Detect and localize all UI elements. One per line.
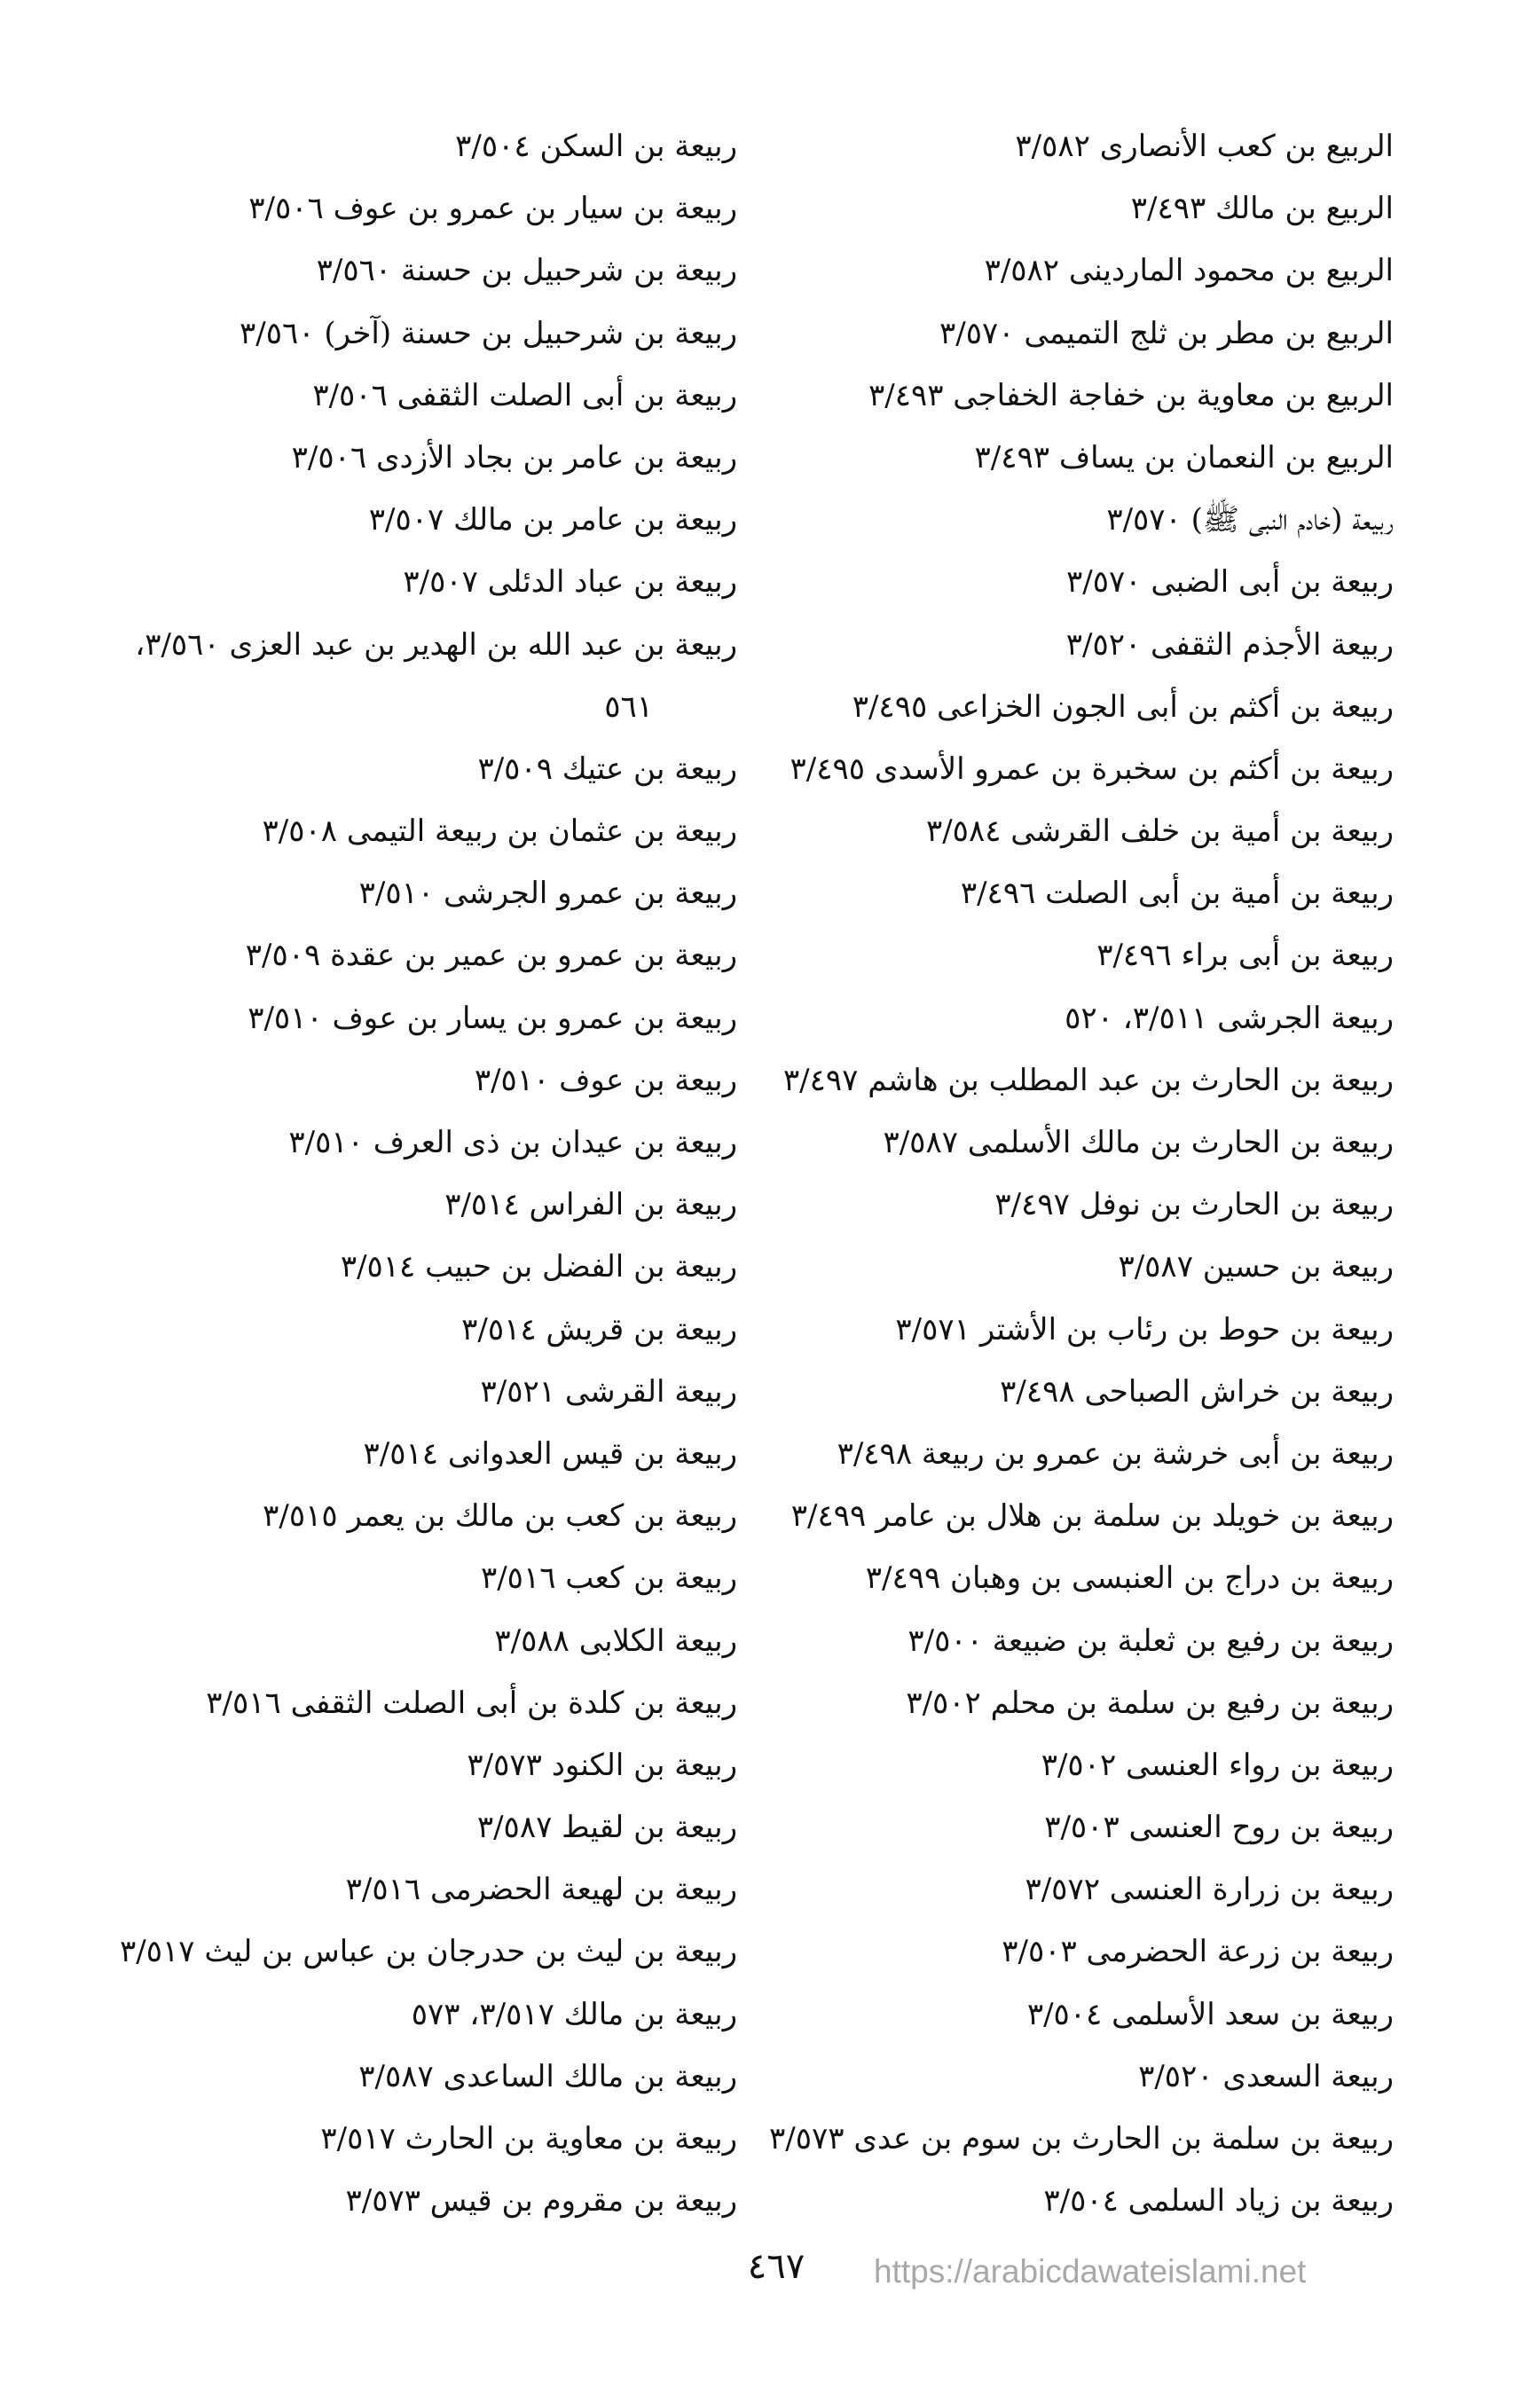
index-entry: ربيعة بن سعد الأسلمى ٣/٥٠٤ — [1026, 1996, 1394, 2032]
index-entry: ربيعة بن لهيعة الحضرمى ٣/٥١٦ — [345, 1872, 737, 1908]
index-entry: ربيعة بن عامر بن بجاد الأزدى ٣/٥٠٦ — [291, 439, 737, 475]
watermark-url: https://arabicdawateislami.net — [874, 2253, 1307, 2290]
index-entry: ربيعة بن أبى براء ٣/٤٩٦ — [1096, 938, 1394, 974]
index-entry: ربيعة بن عمرو الجرشى ٣/٥١٠ — [358, 876, 737, 912]
index-entry: ربيعة بن الحارث بن مالك الأسلمى ٣/٥٨٧ — [883, 1125, 1394, 1160]
index-entry: ربيعة بن الحارث بن عبد المطلب بن هاشم ٣/٤٩٧ — [782, 1062, 1394, 1098]
index-entry: الربيع بن محمود الماردينى ٣/٥٨٢ — [984, 253, 1394, 289]
page-number: ٤٦٧ — [747, 2246, 805, 2287]
index-entry: ربيعة بن سيار بن عمرو بن عوف ٣/٥٠٦ — [248, 191, 737, 227]
index-entry: ربيعة بن الحارث بن نوفل ٣/٤٩٧ — [994, 1187, 1394, 1223]
index-entry: الربيع بن مالك ٣/٤٩٣ — [1130, 191, 1394, 227]
index-entry: ربيعة بن أمية بن أبى الصلت ٣/٤٩٦ — [960, 876, 1394, 912]
index-entry: ربيعة السعدى ٣/٥٢٠ — [1138, 2058, 1394, 2094]
index-entry: ربيعة بن شرحبيل بن حسنة ٣/٥٦٠ — [316, 253, 737, 289]
index-entry: ربيعة الأجذم الثقفى ٣/٥٢٠ — [1065, 626, 1394, 663]
index-entry: ربيعة بن أمية بن خلف القرشى ٣/٥٨٤ — [925, 813, 1394, 850]
index-entry: ربيعة بن أكثم بن أبى الجون الخزاعى ٣/٤٩٥ — [852, 688, 1394, 725]
index-entry: ربيعة بن رواء العنسى ٣/٥٠٢ — [1041, 1747, 1394, 1783]
index-entry: ربيعة بن مالك الساعدى ٣/٥٨٧ — [358, 2058, 737, 2094]
index-entry: ربيعة بن مالك ٣/٥١٧، ٥٧٣ — [411, 1996, 737, 2032]
index-entry: الربيع بن مطر بن ثلج التميمى ٣/٥٧٠ — [939, 315, 1394, 351]
index-entry: ربيعة (خادم النبى ﷺ) ٣/٥٧٠ — [1106, 502, 1394, 538]
index-entry: ربيعة بن أبى خرشة بن عمرو بن ربيعة ٣/٤٩٨ — [837, 1435, 1394, 1472]
index-entry: ربيعة بن قريش ٣/٥١٤ — [461, 1311, 737, 1347]
index-entry: ربيعة بن أبى الضبى ٣/٥٧٠ — [1066, 564, 1394, 601]
index-entry: الربيع بن النعمان بن يساف ٣/٤٩٣ — [974, 439, 1394, 475]
index-entry: ربيعة بن زياد السلمى ٣/٥٠٤ — [1043, 2183, 1394, 2219]
index-entry: ربيعة بن عامر بن مالك ٣/٥٠٧ — [368, 502, 737, 538]
index-entry: ربيعة بن عبد الله بن الهدير بن عبد العزى ٣/٥٦٠، — [135, 626, 737, 663]
index-entry: الربيع بن كعب الأنصارى ٣/٥٨٢ — [1015, 129, 1394, 164]
index-entry: ربيعة بن خويلد بن سلمة بن هلال بن عامر ٣/٤٩٩ — [790, 1498, 1394, 1535]
index-entry: ربيعة الكلابى ٣/٥٨٨ — [494, 1622, 737, 1659]
index-entry: ربيعة بن كعب ٣/٥١٦ — [480, 1560, 737, 1597]
index-entry: ربيعة بن عتيك ٣/٥٠٩ — [477, 750, 737, 787]
index-entry: ربيعة بن كلدة بن أبى الصلت الثقفى ٣/٥١٦ — [206, 1685, 737, 1721]
index-entry: ربيعة بن مقروم بن قيس ٣/٥٧٣ — [345, 2183, 737, 2219]
index-entry: ربيعة بن روح العنسى ٣/٥٠٣ — [1044, 1810, 1394, 1846]
index-entry: ربيعة بن معاوية بن الحارث ٣/٥١٧ — [320, 2121, 737, 2157]
index-entry: ربيعة بن لقيط ٣/٥٨٧ — [476, 1810, 737, 1846]
index-entry: ربيعة الجرشى ٣/٥١١، ٥٢٠ — [1065, 1000, 1394, 1036]
index-entry: ربيعة بن حوط بن رئاب بن الأشتر ٣/٥٧١ — [895, 1311, 1394, 1347]
index-entry: ربيعة بن رفيع بن سلمة بن محلم ٣/٥٠٢ — [906, 1685, 1394, 1721]
index-entry: ربيعة بن زرعة الحضرمى ٣/٥٠٣ — [1002, 1934, 1394, 1970]
left-index-column — [36, 115, 737, 2232]
index-entry: ربيعة بن ليث بن حدرجان بن عباس بن ليث ٣/٥١٧ — [120, 1934, 737, 1970]
index-entry: الربيع بن معاوية بن خفاجة الخفاجى ٣/٤٩٣ — [868, 377, 1394, 413]
index-entry: ربيعة بن عوف ٣/٥١٠ — [474, 1062, 737, 1098]
index-entry: ربيعة بن عباد الدئلى ٣/٥٠٧ — [403, 564, 737, 601]
index-entry: ربيعة بن السكن ٣/٥٠٤ — [455, 129, 737, 164]
index-entry: ربيعة بن عمرو بن عمير بن عقدة ٣/٥٠٩ — [245, 938, 737, 974]
right-index-column — [755, 115, 1394, 2232]
index-entry: ٥٦١ — [604, 688, 653, 725]
index-entry: ربيعة بن شرحبيل بن حسنة (آخر) ٣/٥٦٠ — [240, 315, 737, 351]
index-entry: ربيعة القرشى ٣/٥٢١ — [480, 1373, 737, 1410]
index-entry: ربيعة بن رفيع بن ثعلبة بن ضبيعة ٣/٥٠٠ — [908, 1622, 1394, 1659]
index-entry: ربيعة بن حسين ٣/٥٨٧ — [1118, 1249, 1394, 1285]
index-entry: ربيعة بن الفضل بن حبيب ٣/٥١٤ — [340, 1249, 737, 1285]
index-entry: ربيعة بن كعب بن مالك بن يعمر ٣/٥١٥ — [263, 1498, 737, 1535]
index-entry: ربيعة بن دراج بن العنبسى بن وهبان ٣/٤٩٩ — [865, 1560, 1394, 1597]
index-entry: ربيعة بن عيدان بن ذى العرف ٣/٥١٠ — [288, 1125, 737, 1160]
index-entry: ربيعة بن الكنود ٣/٥٧٣ — [467, 1747, 737, 1783]
index-entry: ربيعة بن عمرو بن يسار بن عوف ٣/٥١٠ — [248, 1000, 737, 1036]
index-entry: ربيعة بن زرارة العنسى ٣/٥٧٢ — [1025, 1872, 1394, 1908]
index-entry: ربيعة بن عثمان بن ربيعة التيمى ٣/٥٠٨ — [262, 813, 737, 850]
index-entry: ربيعة بن الفراس ٣/٥١٤ — [444, 1187, 737, 1223]
index-entry: ربيعة بن خراش الصباحى ٣/٤٩٨ — [1000, 1373, 1394, 1410]
index-entry: ربيعة بن قيس العدوانى ٣/٥١٤ — [363, 1435, 737, 1472]
index-entry: ربيعة بن أبى الصلت الثقفى ٣/٥٠٦ — [312, 377, 737, 413]
index-entry: ربيعة بن سلمة بن الحارث بن سوم بن عدى ٣/٥٧٣ — [769, 2121, 1394, 2157]
index-entry: ربيعة بن أكثم بن سخبرة بن عمرو الأسدى ٣/٤٩٥ — [790, 750, 1394, 787]
